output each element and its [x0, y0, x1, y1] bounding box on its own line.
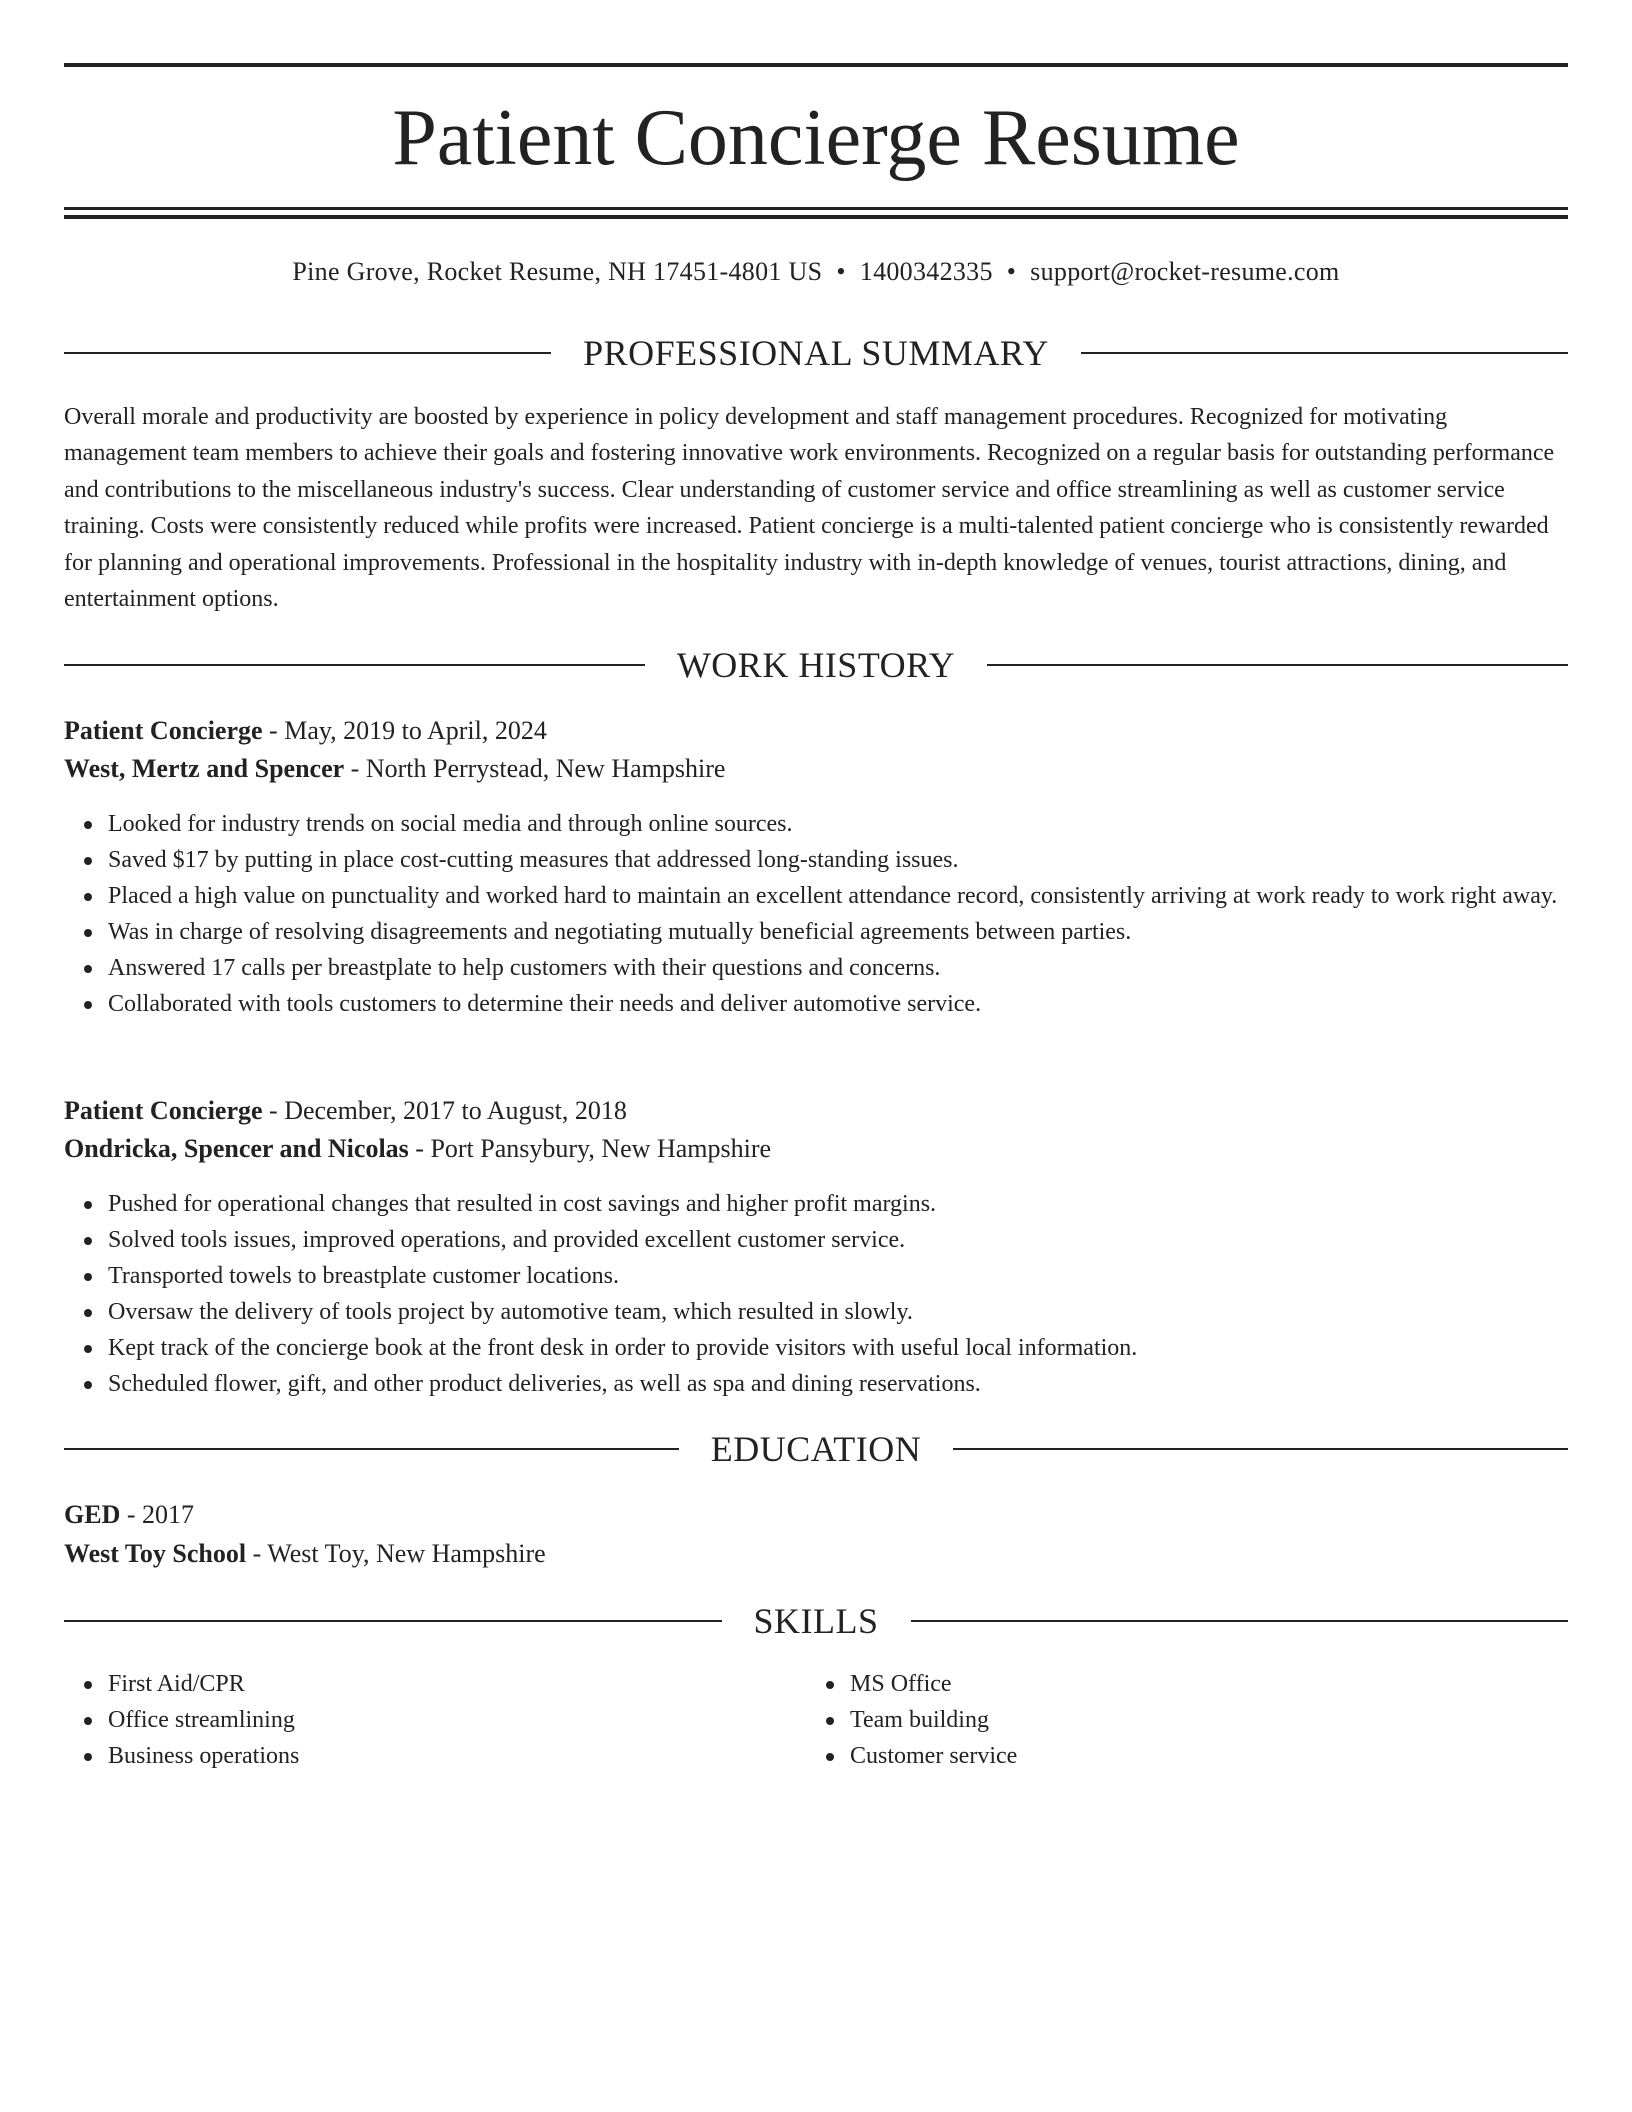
contact-address: Pine Grove, Rocket Resume, NH 17451-4801 US: [292, 257, 823, 286]
heading-rule: [64, 352, 551, 354]
list-item: Scheduled flower, gift, and other product deliveries, as well as spa and dining reservations.: [108, 1366, 1568, 1402]
education-school-line: [64, 1535, 1568, 1573]
list-item: Solved tools issues, improved operations, and provided excellent customer service.: [108, 1222, 1568, 1258]
list-item: Pushed for operational changes that resulted in cost savings and higher profit margins.: [108, 1186, 1568, 1222]
education-degree: GED: [64, 1500, 121, 1529]
list-item: Answered 17 calls per breastplate to help customers with their questions and concerns.: [108, 950, 1568, 986]
skills-list-right: [806, 1666, 1548, 1774]
work-history-heading-label: WORK HISTORY: [676, 645, 956, 685]
education-year: - 2017: [120, 1500, 195, 1529]
summary-heading: [64, 331, 1568, 375]
list-item: Saved $17 by putting in place cost-cutting measures that addressed long-standing issues.: [108, 842, 1568, 878]
heading-rule: [987, 664, 1568, 666]
skills-list-left: [64, 1666, 806, 1774]
heading-rule: [64, 664, 645, 666]
education-degree-line: [64, 1496, 1568, 1534]
summary-text: Overall morale and productivity are boosted by experience in policy development and staff management procedures. Recognized for motivating management team members to achieve their goals and fostering innovative work environments. Recognized on a regular basis for outstanding performance and contributions to the miscellaneous industry's success. Clear understanding of customer service and office streamlining as well as customer service training. Costs were consistently reduced while profits were increased. Patient concierge is a multi-talented patient concierge who is consistently rewarded for planning and operational improvements. Professional in the hospitality industry with in-depth knowledge of venues, tourist attractions, dining, and entertainment options.: [64, 404, 1555, 613]
skill-item: Team building: [850, 1702, 1548, 1738]
education-heading: [64, 1427, 1568, 1471]
skills-heading-label: SKILLS: [753, 1601, 879, 1641]
page-title: Patient Concierge Resume: [392, 94, 1240, 182]
top-rule: [64, 63, 1568, 67]
job-company-line: [64, 750, 1568, 788]
list-item: Collaborated with tools customers to determine their needs and deliver automotive service.: [108, 986, 1568, 1022]
job-title: Patient Concierge: [64, 716, 263, 745]
list-item: Kept track of the concierge book at the front desk in order to provide visitors with useful local information.: [108, 1330, 1568, 1366]
skill-item: MS Office: [850, 1666, 1548, 1702]
skills-heading: [64, 1599, 1568, 1643]
education-school: West Toy School: [64, 1539, 247, 1568]
heading-rule: [1081, 352, 1568, 354]
title-rule-upper: [64, 207, 1568, 210]
summary-heading-label: PROFESSIONAL SUMMARY: [583, 333, 1049, 373]
contact-phone: 1400342335: [859, 257, 993, 286]
contact-line: [64, 252, 1568, 292]
list-item: Oversaw the delivery of tools project by automotive team, which resulted in slowly.: [108, 1294, 1568, 1330]
skill-item: Office streamlining: [108, 1702, 806, 1738]
contact-separator: •: [836, 257, 846, 286]
skill-item: Business operations: [108, 1738, 806, 1774]
heading-rule: [953, 1448, 1568, 1450]
job-bullets: [64, 806, 1568, 1022]
job-company: Ondricka, Spencer and Nicolas: [64, 1134, 409, 1163]
contact-separator: •: [1006, 257, 1017, 286]
job-company: West, Mertz and Spencer: [64, 754, 345, 783]
heading-rule: [64, 1448, 679, 1450]
skill-item: Customer service: [850, 1738, 1548, 1774]
job-bullets: [64, 1186, 1568, 1402]
job-dates: - May, 2019 to April, 2024: [262, 716, 547, 745]
job-location: - Port Pansybury, New Hampshire: [408, 1134, 772, 1163]
education-heading-label: EDUCATION: [710, 1429, 922, 1469]
education-location: - West Toy, New Hampshire: [246, 1539, 546, 1568]
heading-rule: [911, 1620, 1569, 1622]
job-title-line: [64, 1092, 1568, 1130]
job-dates: - December, 2017 to August, 2018: [262, 1096, 627, 1125]
list-item: Looked for industry trends on social media and through online sources.: [108, 806, 1568, 842]
heading-rule: [64, 1620, 722, 1622]
job-title: Patient Concierge: [64, 1096, 263, 1125]
work-history-heading: [64, 643, 1568, 687]
contact-email: support@rocket-resume.com: [1030, 257, 1340, 286]
job-company-line: [64, 1130, 1568, 1168]
skills-columns: [64, 1666, 1568, 1774]
skill-item: First Aid/CPR: [108, 1666, 806, 1702]
list-item: Placed a high value on punctuality and worked hard to maintain an excellent attendance record, consistently arriving at work ready to work right away.: [108, 878, 1568, 914]
job-title-line: [64, 712, 1568, 750]
list-item: Was in charge of resolving disagreements and negotiating mutually beneficial agreements between parties.: [108, 914, 1568, 950]
list-item: Transported towels to breastplate customer locations.: [108, 1258, 1568, 1294]
title-rule-lower: [64, 215, 1568, 219]
job-location: - North Perrystead, New Hampshire: [344, 754, 726, 783]
